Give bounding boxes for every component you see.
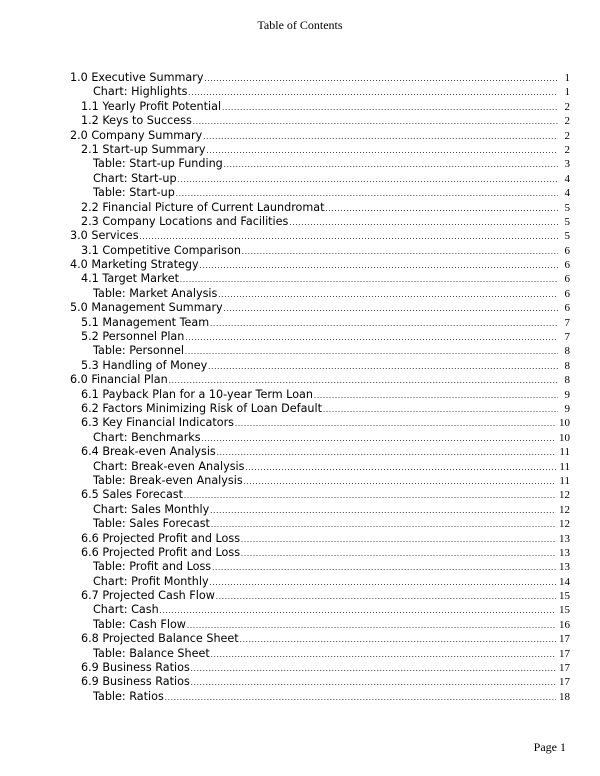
toc-entry[interactable] <box>70 546 570 560</box>
toc-entry[interactable] <box>70 474 570 488</box>
toc-entry[interactable] <box>70 532 570 546</box>
toc-entry[interactable] <box>70 215 570 229</box>
dot-leader <box>210 576 556 590</box>
dot-leader <box>188 86 558 100</box>
toc-entry-page-number[interactable]: 6 <box>564 302 570 315</box>
toc-entry-label[interactable]: Table: Cash Flow <box>93 617 186 631</box>
dot-leader <box>314 389 558 403</box>
toc-entry-page-number[interactable]: 1 <box>564 72 570 84</box>
dot-leader <box>244 475 557 489</box>
dot-leader <box>241 533 556 547</box>
toc-entry[interactable] <box>70 503 570 517</box>
toc-entry-label[interactable]: Table: Profit and Loss <box>93 560 212 574</box>
toc-entry-label[interactable]: 5.0 Management Summary <box>70 301 223 315</box>
toc-entry-page-number[interactable]: 7 <box>564 316 570 329</box>
toc-entry-page-number[interactable]: 12 <box>559 503 570 516</box>
toc-entry[interactable] <box>70 690 570 704</box>
toc-entry-page-number[interactable]: 10 <box>559 417 570 430</box>
toc-entry-label[interactable]: 5.1 Management Team <box>81 315 210 329</box>
toc-entry-page-number[interactable]: 1 <box>564 86 570 99</box>
toc-entry-page-number[interactable]: 17 <box>559 676 570 689</box>
dot-leader <box>191 676 556 690</box>
dot-leader <box>211 518 556 532</box>
dot-leader <box>210 317 558 331</box>
toc-entry-page-number[interactable]: 14 <box>559 575 570 588</box>
dot-leader <box>160 604 556 618</box>
toc-entry-page-number[interactable]: 9 <box>564 388 570 401</box>
toc-entry[interactable] <box>70 143 570 157</box>
toc-entry-page-number[interactable]: 9 <box>564 402 570 415</box>
dot-leader <box>185 331 558 345</box>
dot-leader <box>212 561 556 575</box>
toc-entry-label[interactable]: Chart: Benchmarks <box>93 430 201 444</box>
toc-entry-label[interactable]: 4.0 Marketing Strategy <box>70 258 199 272</box>
toc-entry-label[interactable]: Chart: Profit Monthly <box>93 574 209 588</box>
dot-leader <box>211 648 556 662</box>
toc-entry-label[interactable]: 6.5 Sales Forecast <box>81 488 184 502</box>
toc-entry-label[interactable]: 2.3 Company Locations and Facilities <box>81 214 289 228</box>
toc-entry-page-number[interactable]: 15 <box>559 604 570 617</box>
toc-entry-label[interactable]: Chart: Cash <box>93 603 159 617</box>
toc-entry-page-number[interactable]: 8 <box>564 345 570 358</box>
dot-leader <box>240 633 556 647</box>
dot-leader <box>245 461 556 475</box>
toc-entry[interactable] <box>70 85 570 99</box>
toc-entry[interactable] <box>70 460 570 474</box>
toc-entry-label[interactable]: 5.2 Personnel Plan <box>81 330 185 344</box>
toc-entry-page-number[interactable]: 5 <box>564 230 570 243</box>
toc-entry[interactable] <box>70 201 570 215</box>
toc-entry[interactable] <box>70 589 570 603</box>
toc-entry-label[interactable]: Chart: Highlights <box>93 85 188 99</box>
toc-entry[interactable] <box>70 618 570 632</box>
toc-entry[interactable] <box>70 675 570 689</box>
toc-entry-label[interactable]: Table: Ratios <box>93 689 164 703</box>
toc-entry-label[interactable]: 1.1 Yearly Profit Potential <box>81 99 222 113</box>
toc-entry-page-number[interactable]: 12 <box>559 518 570 531</box>
dot-leader <box>235 417 556 431</box>
dot-leader <box>185 345 558 359</box>
dot-leader <box>187 619 556 633</box>
toc-entry-page-number[interactable]: 8 <box>564 374 570 387</box>
toc-entry[interactable] <box>70 229 570 243</box>
toc-entry[interactable] <box>70 445 570 459</box>
toc-entry-label[interactable]: 6.1 Payback Plan for a 10-year Term Loan <box>81 387 314 401</box>
dot-leader <box>241 547 556 561</box>
toc-entry-label[interactable]: 6.7 Projected Cash Flow <box>81 589 215 603</box>
toc-entry[interactable] <box>70 100 570 114</box>
toc-entry[interactable] <box>70 316 570 330</box>
toc-entry-page-number[interactable]: 18 <box>559 690 570 703</box>
toc-entry-label[interactable]: Table: Sales Forecast <box>93 517 210 531</box>
toc-entry-page-number[interactable]: 2 <box>564 100 570 113</box>
dot-leader <box>169 374 558 388</box>
toc-entry-page-number[interactable]: 13 <box>559 532 570 545</box>
toc-entry-label[interactable]: Table: Start-up <box>93 186 175 200</box>
toc-entry-label[interactable]: 6.6 Projected Profit and Loss <box>81 531 241 545</box>
toc-entry[interactable] <box>70 359 570 373</box>
dot-leader <box>217 446 557 460</box>
toc-entry-label[interactable]: 3.1 Competitive Comparison <box>81 243 241 257</box>
toc-entry-page-number[interactable]: 13 <box>559 561 570 574</box>
table-of-contents <box>70 71 570 704</box>
toc-entry-page-number[interactable]: 2 <box>564 115 570 128</box>
toc-entry[interactable] <box>70 157 570 171</box>
toc-entry-page-number[interactable]: 2 <box>564 143 570 156</box>
dot-leader <box>222 101 558 115</box>
toc-entry[interactable] <box>70 344 570 358</box>
toc-entry-label[interactable]: Chart: Sales Monthly <box>93 502 210 516</box>
toc-entry-label[interactable]: 6.0 Financial Plan <box>70 373 168 387</box>
toc-entry-page-number[interactable]: 11 <box>559 446 570 459</box>
toc-entry-label[interactable]: 6.6 Projected Profit and Loss <box>81 545 241 559</box>
toc-entry-page-number[interactable]: 17 <box>559 662 570 675</box>
toc-entry-label[interactable]: 6.9 Business Ratios <box>81 661 190 675</box>
toc-entry[interactable] <box>70 244 570 258</box>
toc-entry[interactable] <box>70 632 570 646</box>
toc-entry-label[interactable]: 2.1 Start-up Summary <box>81 142 206 156</box>
toc-entry-label[interactable]: Table: Break-even Analysis <box>93 473 243 487</box>
dot-leader <box>203 130 558 144</box>
toc-entry-label[interactable]: 1.2 Keys to Success <box>81 114 192 128</box>
toc-entry-label[interactable]: 6.2 Factors Minimizing Risk of Loan Default <box>81 401 323 415</box>
toc-entry-label[interactable]: Table: Personnel <box>93 344 184 358</box>
toc-entry-page-number[interactable]: 17 <box>559 647 570 660</box>
toc-entry-page-number[interactable]: 15 <box>559 590 570 603</box>
toc-entry-label[interactable]: 4.1 Target Market <box>81 272 179 286</box>
toc-entry-page-number[interactable]: 5 <box>564 215 570 228</box>
toc-entry-page-number[interactable]: 16 <box>559 618 570 631</box>
toc-entry-page-number[interactable]: 6 <box>564 287 570 300</box>
toc-entry-label[interactable]: 1.0 Executive Summary <box>70 71 204 84</box>
toc-entry[interactable] <box>70 575 570 589</box>
toc-entry[interactable] <box>70 488 570 502</box>
toc-entry-page-number[interactable]: 11 <box>559 474 570 487</box>
toc-entry[interactable] <box>70 330 570 344</box>
toc-entry[interactable] <box>70 71 570 85</box>
toc-entry-page-number[interactable]: 4 <box>564 187 570 200</box>
toc-entry-page-number[interactable]: 7 <box>564 331 570 344</box>
dot-leader <box>323 403 558 417</box>
toc-entry[interactable] <box>70 560 570 574</box>
toc-entry[interactable] <box>70 647 570 661</box>
page-title: Table of Contents <box>257 18 343 32</box>
dot-leader <box>210 504 556 518</box>
dot-leader <box>224 302 558 316</box>
toc-entry-page-number[interactable]: 6 <box>564 244 570 257</box>
toc-entry[interactable] <box>70 186 570 200</box>
toc-entry[interactable] <box>70 301 570 315</box>
dot-leader <box>193 115 558 129</box>
toc-entry-label[interactable]: 5.3 Handling of Money <box>81 358 208 372</box>
toc-entry[interactable] <box>70 517 570 531</box>
toc-entry-label[interactable]: 6.9 Business Ratios <box>81 675 190 689</box>
dot-leader <box>326 202 558 216</box>
toc-entry-label[interactable]: 2.0 Company Summary <box>70 128 203 142</box>
dot-leader <box>165 691 556 705</box>
toc-entry[interactable] <box>70 402 570 416</box>
toc-entry[interactable] <box>70 129 570 143</box>
toc-entry[interactable] <box>70 114 570 128</box>
toc-entry-label[interactable]: 2.2 Financial Picture of Current Laundromat <box>81 200 325 214</box>
toc-entry-page-number[interactable]: 2 <box>564 129 570 142</box>
toc-entry-label[interactable]: 6.3 Key Financial Indicators <box>81 416 234 430</box>
dot-leader <box>218 288 558 302</box>
dot-leader <box>184 489 556 503</box>
toc-entry-page-number[interactable]: 5 <box>564 201 570 214</box>
toc-entry-page-number[interactable]: 8 <box>564 359 570 372</box>
dot-leader <box>242 245 558 259</box>
toc-entry-page-number[interactable]: 12 <box>559 489 570 502</box>
dot-leader <box>140 230 558 244</box>
toc-entry-label[interactable]: Table: Balance Sheet <box>93 646 210 660</box>
toc-entry-page-number[interactable]: 3 <box>564 158 570 171</box>
toc-entry-page-number[interactable]: 11 <box>559 460 570 473</box>
dot-leader <box>202 432 556 446</box>
dot-leader <box>178 173 558 187</box>
toc-entry-page-number[interactable]: 6 <box>564 259 570 272</box>
dot-leader <box>207 144 558 158</box>
toc-entry[interactable] <box>70 661 570 675</box>
toc-entry-page-number[interactable]: 10 <box>559 431 570 444</box>
dot-leader <box>180 273 558 287</box>
dot-leader <box>191 662 556 676</box>
toc-entry-label[interactable]: 6.8 Projected Balance Sheet <box>81 632 239 646</box>
page-number: Page 1 <box>533 740 566 754</box>
toc-entry[interactable] <box>70 388 570 402</box>
toc-entry-page-number[interactable]: 17 <box>559 633 570 646</box>
toc-entry[interactable] <box>70 431 570 445</box>
toc-entry[interactable] <box>70 272 570 286</box>
toc-entry-page-number[interactable]: 6 <box>564 273 570 286</box>
toc-entry[interactable] <box>70 258 570 272</box>
toc-entry-label[interactable]: 3.0 Services <box>70 229 139 243</box>
toc-entry-label[interactable]: Chart: Start-up <box>93 171 177 185</box>
toc-entry[interactable] <box>70 172 570 186</box>
toc-entry[interactable] <box>70 603 570 617</box>
dot-leader <box>224 158 558 172</box>
dot-leader <box>216 590 556 604</box>
toc-entry-label[interactable]: Table: Market Analysis <box>93 286 218 300</box>
toc-entry-label[interactable]: Table: Start-up Funding <box>93 157 223 171</box>
toc-entry[interactable] <box>70 287 570 301</box>
toc-entry-label[interactable]: 6.4 Break-even Analysis <box>81 445 216 459</box>
toc-entry-label[interactable]: Chart: Break-even Analysis <box>93 459 245 473</box>
dot-leader <box>176 187 558 201</box>
toc-entry-page-number[interactable]: 13 <box>559 546 570 559</box>
dot-leader <box>208 360 558 374</box>
dot-leader <box>204 72 558 86</box>
toc-entry-page-number[interactable]: 4 <box>564 172 570 185</box>
dot-leader <box>200 259 558 273</box>
toc-entry[interactable] <box>70 416 570 430</box>
toc-entry[interactable] <box>70 373 570 387</box>
dot-leader <box>289 216 558 230</box>
